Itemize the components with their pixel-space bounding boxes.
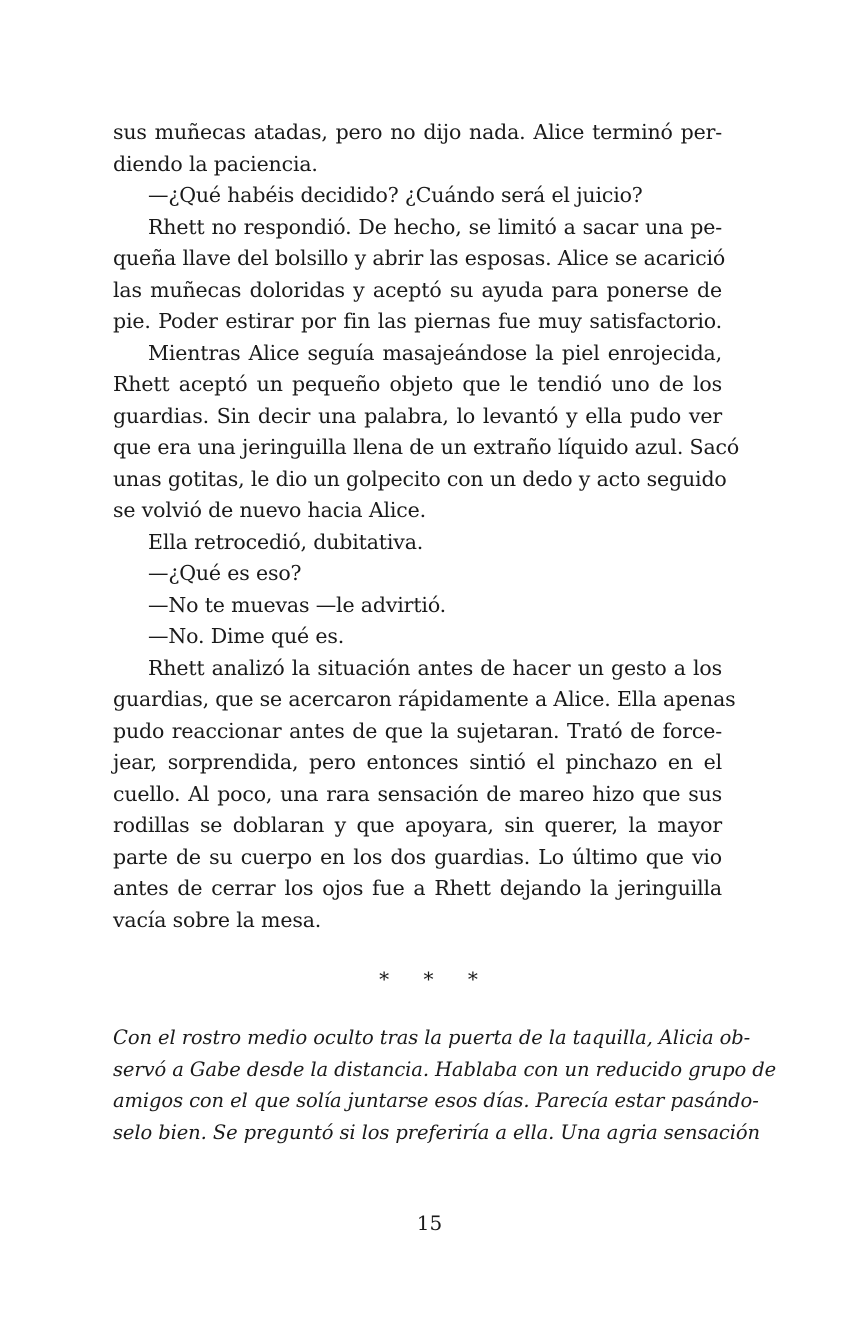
text-line: Rhett analizó la situación antes de hacer un gesto a los [148, 655, 722, 680]
text-line: —¿Qué es eso? [148, 561, 302, 585]
text-line: queña llave del bolsillo y abrir las esposas. Alice se acarició [113, 246, 726, 270]
italic-text-line: selo bien. Se preguntó si los preferiría a ella. Una agria sensación [113, 1120, 760, 1144]
text-line: las muñecas doloridas y aceptó su ayuda para ponerse de [113, 277, 722, 302]
text-line: se volvió de nuevo hacia Alice. [113, 498, 426, 522]
page-number: 15 [416, 1211, 443, 1235]
italic-text-line: servó a Gabe desde la distancia. Hablaba con un reducido grupo de [113, 1057, 777, 1081]
text-line: Ella retrocedió, dubitativa. [148, 529, 424, 554]
text-line: parte de su cuerpo en los dos guardias. Lo último que vio [113, 844, 722, 869]
text-line: cuello. Al poco, una rara sensación de mareo hizo que sus [113, 781, 722, 806]
text-line: guardias. Sin decir una palabra, lo levantó y ella pudo ver [113, 403, 722, 428]
section-separator: * * * [379, 967, 492, 991]
text-line: guardias, que se acercaron rápidamente a Alice. Ella apenas [113, 687, 736, 711]
italic-text-line: amigos con el que solía juntarse esos días. Parecía estar pasándo- [113, 1089, 759, 1112]
text-line: jear, sorprendida, pero entonces sintió el pinchazo en el [113, 750, 722, 774]
text-line: —¿Qué habéis decidido? ¿Cuándo será el juicio? [148, 183, 643, 207]
text-line: que era una jeringuilla llena de un extraño líquido azul. Sacó [113, 435, 740, 459]
text-line: diendo la paciencia. [113, 151, 318, 176]
main-text-block [113, 117, 740, 936]
text-line: —No te muevas —le advirtió. [148, 592, 447, 617]
text-line: Rhett no respondió. De hecho, se limitó a sacar una pe- [148, 214, 722, 239]
text-line: —No. Dime qué es. [148, 624, 345, 648]
italic-text-block [113, 1022, 777, 1148]
text-line: unas gotitas, le dio un golpecito con un dedo y acto seguido [113, 466, 727, 491]
text-line: sus muñecas atadas, pero no dijo nada. Alice terminó per- [113, 120, 722, 144]
text-line: pie. Poder estirar por fin las piernas fue muy satisfactorio. [113, 309, 722, 333]
text-line: Rhett aceptó un pequeño objeto que le tendió uno de los [113, 372, 722, 396]
italic-text-line: Con el rostro medio oculto tras la puerta de la taquilla, Alicia ob- [113, 1026, 751, 1049]
text-line: vacía sobre la mesa. [113, 907, 322, 932]
text-line: antes de cerrar los ojos fue a Rhett dejando la jeringuilla [113, 876, 722, 900]
text-line: rodillas se doblaran y que apoyara, sin querer, la mayor [113, 813, 722, 837]
text-line: Mientras Alice seguía masajeándose la piel enrojecida, [148, 340, 722, 365]
text-line: pudo reaccionar antes de que la sujetaran. Trató de force- [113, 718, 722, 743]
